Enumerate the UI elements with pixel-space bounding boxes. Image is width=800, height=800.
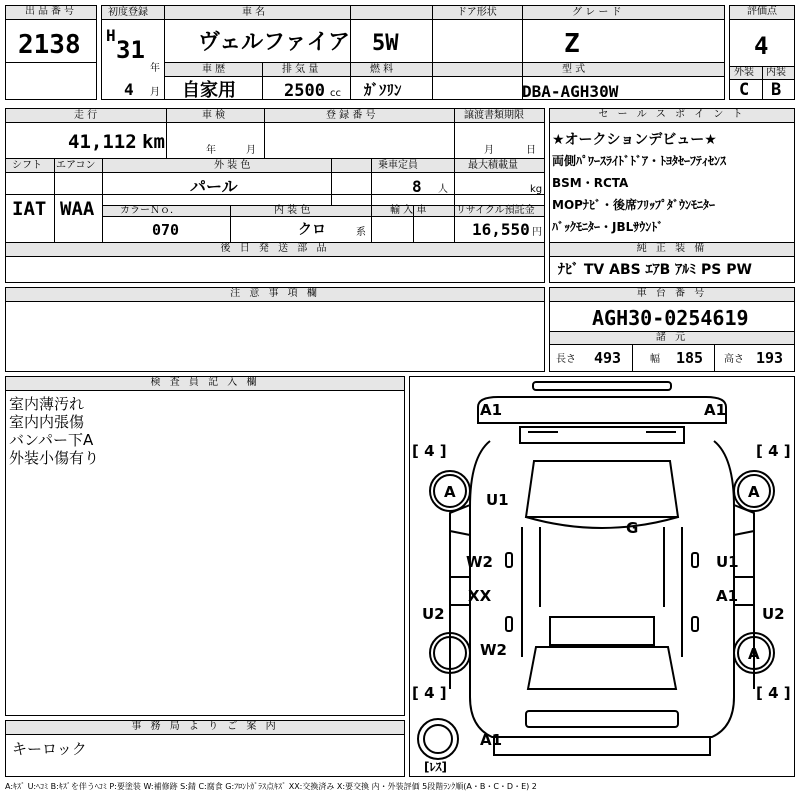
transfer-day: 日 xyxy=(526,145,536,156)
sales-line-5: ﾊﾞｯｸﾓﾆﾀｰ・JBLｻｳﾝﾄﾞ xyxy=(552,220,664,234)
later-label: 後 日 発 送 部 品 xyxy=(6,243,544,257)
length-label: 長さ xyxy=(556,354,576,365)
sales-line-4: MOPﾅﾋﾞ・後席ﾌﾘｯﾌﾟﾀﾞｳﾝﾓﾆﾀｰ xyxy=(552,198,715,212)
car-diagram xyxy=(409,376,795,777)
chassis-title: 車 台 番 号 xyxy=(550,288,794,302)
mark-xx-left-door: XX xyxy=(468,587,492,605)
mark-a1-front-right: A1 xyxy=(704,401,727,419)
width-label: 幅 xyxy=(650,354,660,365)
sales-title: セ ー ル ス ポ イ ン ト xyxy=(550,109,794,123)
lot-label: 出品番号 xyxy=(6,6,96,20)
car-name: ヴェルファイア xyxy=(198,30,351,55)
disp-unit: cc xyxy=(330,88,341,99)
color-number: 070 xyxy=(152,221,180,239)
inspector-line-2: 室内内張傷 xyxy=(9,413,85,431)
caution-box xyxy=(5,287,545,372)
vehicle-header xyxy=(101,5,725,100)
disp-label: 排 気 量 xyxy=(282,64,319,75)
mark-g-windshield: G xyxy=(626,519,639,537)
lot-box xyxy=(5,5,97,100)
load-unit: kg xyxy=(530,184,543,195)
mark-tire-rr: [ 4 ] xyxy=(756,684,791,702)
inspector-line-3: バンパー下A xyxy=(9,431,94,449)
capacity: 8 xyxy=(412,177,422,196)
model-code: DBA-AGH30W xyxy=(522,82,619,101)
door-label: ドア形状 xyxy=(457,7,497,18)
width: 185 xyxy=(676,349,704,367)
int-score: B xyxy=(771,80,782,100)
mark-u1-right-door: U1 xyxy=(716,553,739,571)
chassis-number: AGH30-0254619 xyxy=(592,306,749,330)
mark-a-wheel-fr: A xyxy=(748,483,760,501)
recycle-label: リサイクル預託金 xyxy=(456,205,535,216)
displacement: 2500 xyxy=(284,81,325,101)
colorno-label: カラーＮｏ. xyxy=(120,205,174,216)
score: 4 xyxy=(754,32,769,60)
shaken-label: 車 検 xyxy=(202,110,226,121)
mark-spare-none: [ﾚｽ] xyxy=(424,760,447,774)
interior-color: クロ xyxy=(298,222,326,238)
sales-line-2: 両側ﾊﾟﾜｰｽﾗｲﾄﾞﾄﾞｱ・ﾄﾖﾀｾｰﾌﾃｨｾﾝｽ xyxy=(552,154,727,168)
detail-table xyxy=(5,108,545,283)
fuel: ｶﾞｿﾘﾝ xyxy=(364,81,402,99)
equip-items: ﾅﾋﾞ TV ABS ｴｱB ｱﾙﾐ PS PW xyxy=(558,262,752,278)
mark-w2-left-quarter: W2 xyxy=(480,641,507,659)
inspector-line-1: 室内薄汚れ xyxy=(9,395,85,413)
recycle-unit: 円 xyxy=(532,227,542,238)
mark-u2-left-rear: U2 xyxy=(422,605,445,623)
mark-u1-left-fender: U1 xyxy=(486,491,509,509)
ext-label: 外装 xyxy=(734,67,754,78)
lot-number: 2138 xyxy=(18,30,81,60)
mark-a1-front-left: A1 xyxy=(480,401,503,419)
mileage-label: 走 行 xyxy=(74,110,98,121)
fuel-label: 燃 料 xyxy=(370,64,394,75)
body-color: パール xyxy=(190,177,238,196)
chassis-box xyxy=(549,287,795,372)
inspector-line-4: 外装小傷有り xyxy=(9,449,100,467)
cap-unit: 人 xyxy=(438,184,448,195)
regno-label: 登 録 番 号 xyxy=(326,110,376,121)
mark-tire-rl: [ 4 ] xyxy=(412,684,447,702)
office-title: 事 務 局 よ り ご 案 内 xyxy=(6,721,404,735)
aircon: WAA xyxy=(60,198,95,220)
inspector-box xyxy=(5,376,405,716)
office-text: キーロック xyxy=(12,740,87,758)
ac-label: エアコン xyxy=(56,160,96,171)
load-label: 最大積載量 xyxy=(468,160,518,171)
height-label: 高さ xyxy=(724,354,744,365)
mark-w2-left-door: W2 xyxy=(466,553,493,571)
transfer-label: 譲渡書類期限 xyxy=(464,110,524,121)
caution-title: 注 意 事 項 欄 xyxy=(6,288,544,302)
shift: IAT xyxy=(12,198,47,220)
model-label: 型 式 xyxy=(562,64,586,75)
reg-label: 初度登録 xyxy=(108,7,148,18)
mark-a1-rear-bumper: A1 xyxy=(480,731,503,749)
mark-a-wheel-fl: A xyxy=(444,483,456,501)
grade-label: グ レ ー ド xyxy=(572,7,622,18)
grade: Z xyxy=(564,29,580,59)
score-box xyxy=(729,5,795,100)
door-type: 5W xyxy=(372,31,399,56)
intcolor-unit: 系 xyxy=(356,227,366,238)
legend: A:ｷｽﾞ U:ﾍｺﾐ B:ｷｽﾞを伴うﾍｺﾐ P:要塗装 W:補修跡 S:錆 C:腐食 G:ﾌﾛﾝﾄｶﾞﾗｽ点ｷｽﾞ XX:交換済み X:要交換 内・外装評価 5段階ﾗﾝｸ順(A・B・C・D・E) 2 xyxy=(5,782,537,791)
shift-label: シフト xyxy=(12,160,42,171)
recycle-fee: 16,550 xyxy=(472,220,530,239)
office-box xyxy=(5,720,405,777)
ext-score: C xyxy=(739,80,750,100)
shaken-month: 月 xyxy=(246,145,256,156)
mileage-unit: km xyxy=(142,131,165,153)
mileage: 41,112 xyxy=(68,131,137,153)
history-label: 車 歴 xyxy=(202,64,226,75)
import-label: 輸 入 車 xyxy=(390,205,427,216)
int-label: 内装 xyxy=(766,67,786,78)
reg-month: 4 xyxy=(124,80,134,99)
transfer-month: 月 xyxy=(484,145,494,156)
shaken-year: 年 xyxy=(206,145,216,156)
inspector-title: 検 査 員 記 入 欄 xyxy=(6,377,404,391)
mark-tire-fr: [ 4 ] xyxy=(756,442,791,460)
sales-line-3: BSM・RCTA xyxy=(552,176,629,190)
height: 193 xyxy=(756,349,784,367)
year-unit: 年 xyxy=(150,63,160,74)
color-label: 外 装 色 xyxy=(214,160,251,171)
name-label: 車 名 xyxy=(242,7,266,18)
intcolor-label: 内 装 色 xyxy=(274,205,311,216)
history: 自家用 xyxy=(182,80,236,101)
reg-year: 31 xyxy=(116,36,145,64)
mark-u2-right-rear: U2 xyxy=(762,605,785,623)
month-unit: 月 xyxy=(150,87,160,98)
sales-points xyxy=(549,108,795,283)
dims-title: 諸 元 xyxy=(550,332,794,345)
car-outline xyxy=(410,377,794,776)
score-label: 評価点 xyxy=(730,6,794,20)
era: H xyxy=(106,26,116,45)
cap-label: 乗車定員 xyxy=(378,160,418,171)
mark-tire-fl: [ 4 ] xyxy=(412,442,447,460)
sales-line-1: ★オークションデビュー★ xyxy=(552,132,717,148)
equip-title: 純 正 装 備 xyxy=(550,243,794,257)
length: 493 xyxy=(594,349,622,367)
mark-a1-right-door: A1 xyxy=(716,587,739,605)
mark-a-wheel-rr: A xyxy=(748,645,760,663)
